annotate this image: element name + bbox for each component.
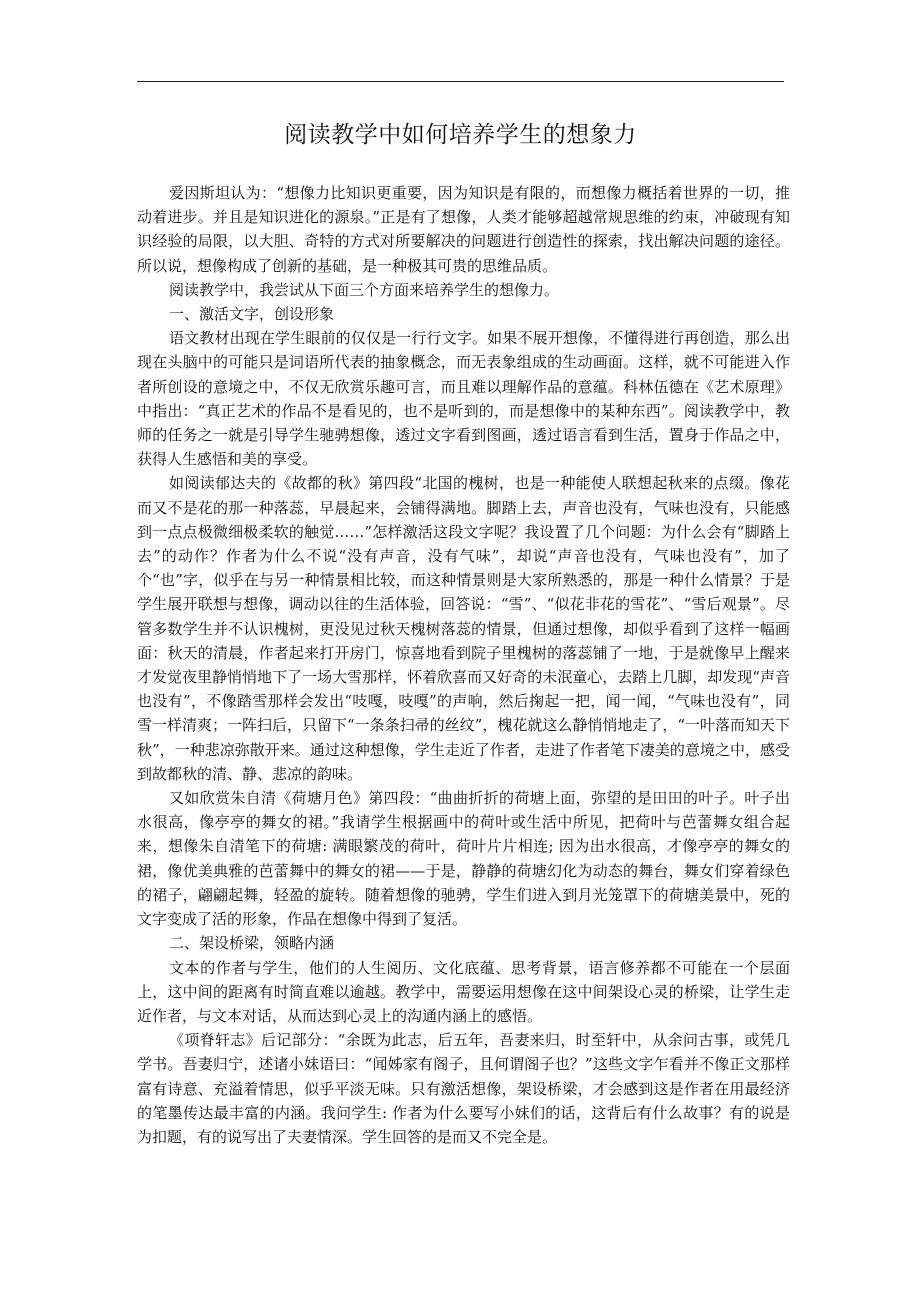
document-body [137,181,790,1149]
paragraph: 语文教材出现在学生眼前的仅仅是一行行文字。如果不展开想像，不懂得进行再创造，那么出现在头脑中的可能只是词语所代表的抽象概念，而无表象组成的生动画面。这样，就不可能进入作者所创设的意境之中，不仅无欣赏乐趣可言，而且难以理解作品的意蕴。科林伍德在《艺术原理》中指出：“真正艺术的作品不是看见的，也不是听到的，而是想像中的某种东西”。阅读教学中，教师的任务之一就是引导学生驰骋想像，透过文字看到图画，透过语言看到生活，置身于作品之中，获得人生感悟和美的享受。 [137,329,790,469]
paragraph: 又如欣赏朱自清《荷塘月色》第四段：“曲曲折折的荷塘上面，弥望的是田田的叶子。叶子出水很高，像亭亭的舞女的裙。”我请学生根据画中的荷叶或生活中所见，把荷叶与芭蕾舞女组合起来，想像朱自清笔下的荷塘: 满眼繁茂的荷叶，荷叶片片相连; 因为出水很高，才像亭亭的舞女的裙，像优美典雅的芭蕾舞中的舞女的裙——于是，静静的荷塘幻化为动态的舞台，舞女们穿着绿色的裙子，翩翩起舞，轻盈的旋转。随着想像的驰骋，学生们进入到月光笼罩下的荷塘美景中，死的文字变成了活的形象，作品在想像中得到了复活。 [137,789,790,929]
paragraph-overview: 阅读教学中，我尝试从下面三个方面来培养学生的想像力。 [169,280,560,299]
paragraph-intro: 爱因斯坦认为：“想像力比知识更重要，因为知识是有限的，而想像力概括着世界的一切，推动着进步。并且是知识进化的源泉。”正是有了想像，人类才能够超越常规思维的约束，冲破现有知识经验的局限，以大胆、奇特的方式对所要解决的问题进行创造性的探索，找出解决问题的途径。所以说，想像构成了创新的基础，是一种极其可贵的思维品质。 [137,184,790,275]
section-heading-1: 一、激活文字，创设形象 [169,305,335,324]
paragraph: 如阅读郁达夫的《故都的秋》第四段“北国的槐树，也是一种能使人联想起秋来的点缀。像花而又不是花的那一种落蕊，早晨起来，会铺得满地。脚踏上去，声音也没有，气味也没有，只能感到一点点极微细极柔软的触觉……”怎样激活这段文字呢？我设置了几个问题：为什么会有“脚踏上去”的动作？作者为什么不说“没有声音，没有气味”，却说“声音也没有，气味也没有”，加了个“也”字，似乎在与另一种情景相比较，而这种情景则是大家所熟悉的，那是一种什么情景？于是学生展开联想与想像，调动以往的生活体验，回答说：“雪”、“似花非花的雪花”、“雪后观景”。尽管多数学生并不认识槐树，更没见过秋天槐树落蕊的情景，但通过想像，却似乎看到了这样一幅画面：秋天的清晨，作者起来打开房门，惊喜地看到院子里槐树的落蕊铺了一地，于是就像早上醒来才发觉夜里静悄悄地下了一场大雪那样，怀着欣喜而又好奇的未泯童心，去踏上几脚，却发现“声音也没有”，不像踏雪那样会发出“吱嘎，吱嘎”的声响，然后掬起一把，闻一闻，“气味也没有”，同雪一样清爽；一阵扫后，只留下“一条条扫帚的丝纹”，槐花就这么静悄悄地走了，“一叶落而知天下秋”，一种悲凉弥散开来。通过这种想像，学生走近了作者，走进了作者笔下凄美的意境之中，感受到故都秋的清、静、悲凉的韵味。 [137,474,791,783]
header-rule [137,81,784,82]
paragraph: 《项脊轩志》后记部分：“余既为此志，后五年，吾妻来归，时至轩中，从余问古事，或凭几学书。吾妻归宁，述诸小妹语曰：“闻姊家有阁子，且何谓阁子也？”这些文字乍看并不像正文那样富有诗意、充溢着情思，似乎平淡无味。只有激活想像，架设桥梁，才会感到这是作者在用最经济的笔墨传达最丰富的内涵。我问学生: 作者为什么要写小妹们的话，这背后有什么故事？有的说是为扣题，有的说写出了夫妻情深。学生回答的是而又不完全是。 [137,1031,790,1146]
section-heading-2: 二、架设桥梁，领略内涵 [169,934,335,953]
paragraph: 文本的作者与学生，他们的人生阅历、文化底蕴、思考背景，语言修养都不可能在一个层面上，这中间的距离有时简直难以逾越。教学中，需要运用想像在这中间架设心灵的桥梁，让学生走近作者，与文本对话，从而达到心灵上的沟通内涵上的感悟。 [137,958,790,1025]
document-title: 阅读教学中如何培养学生的想象力 [284,122,637,148]
